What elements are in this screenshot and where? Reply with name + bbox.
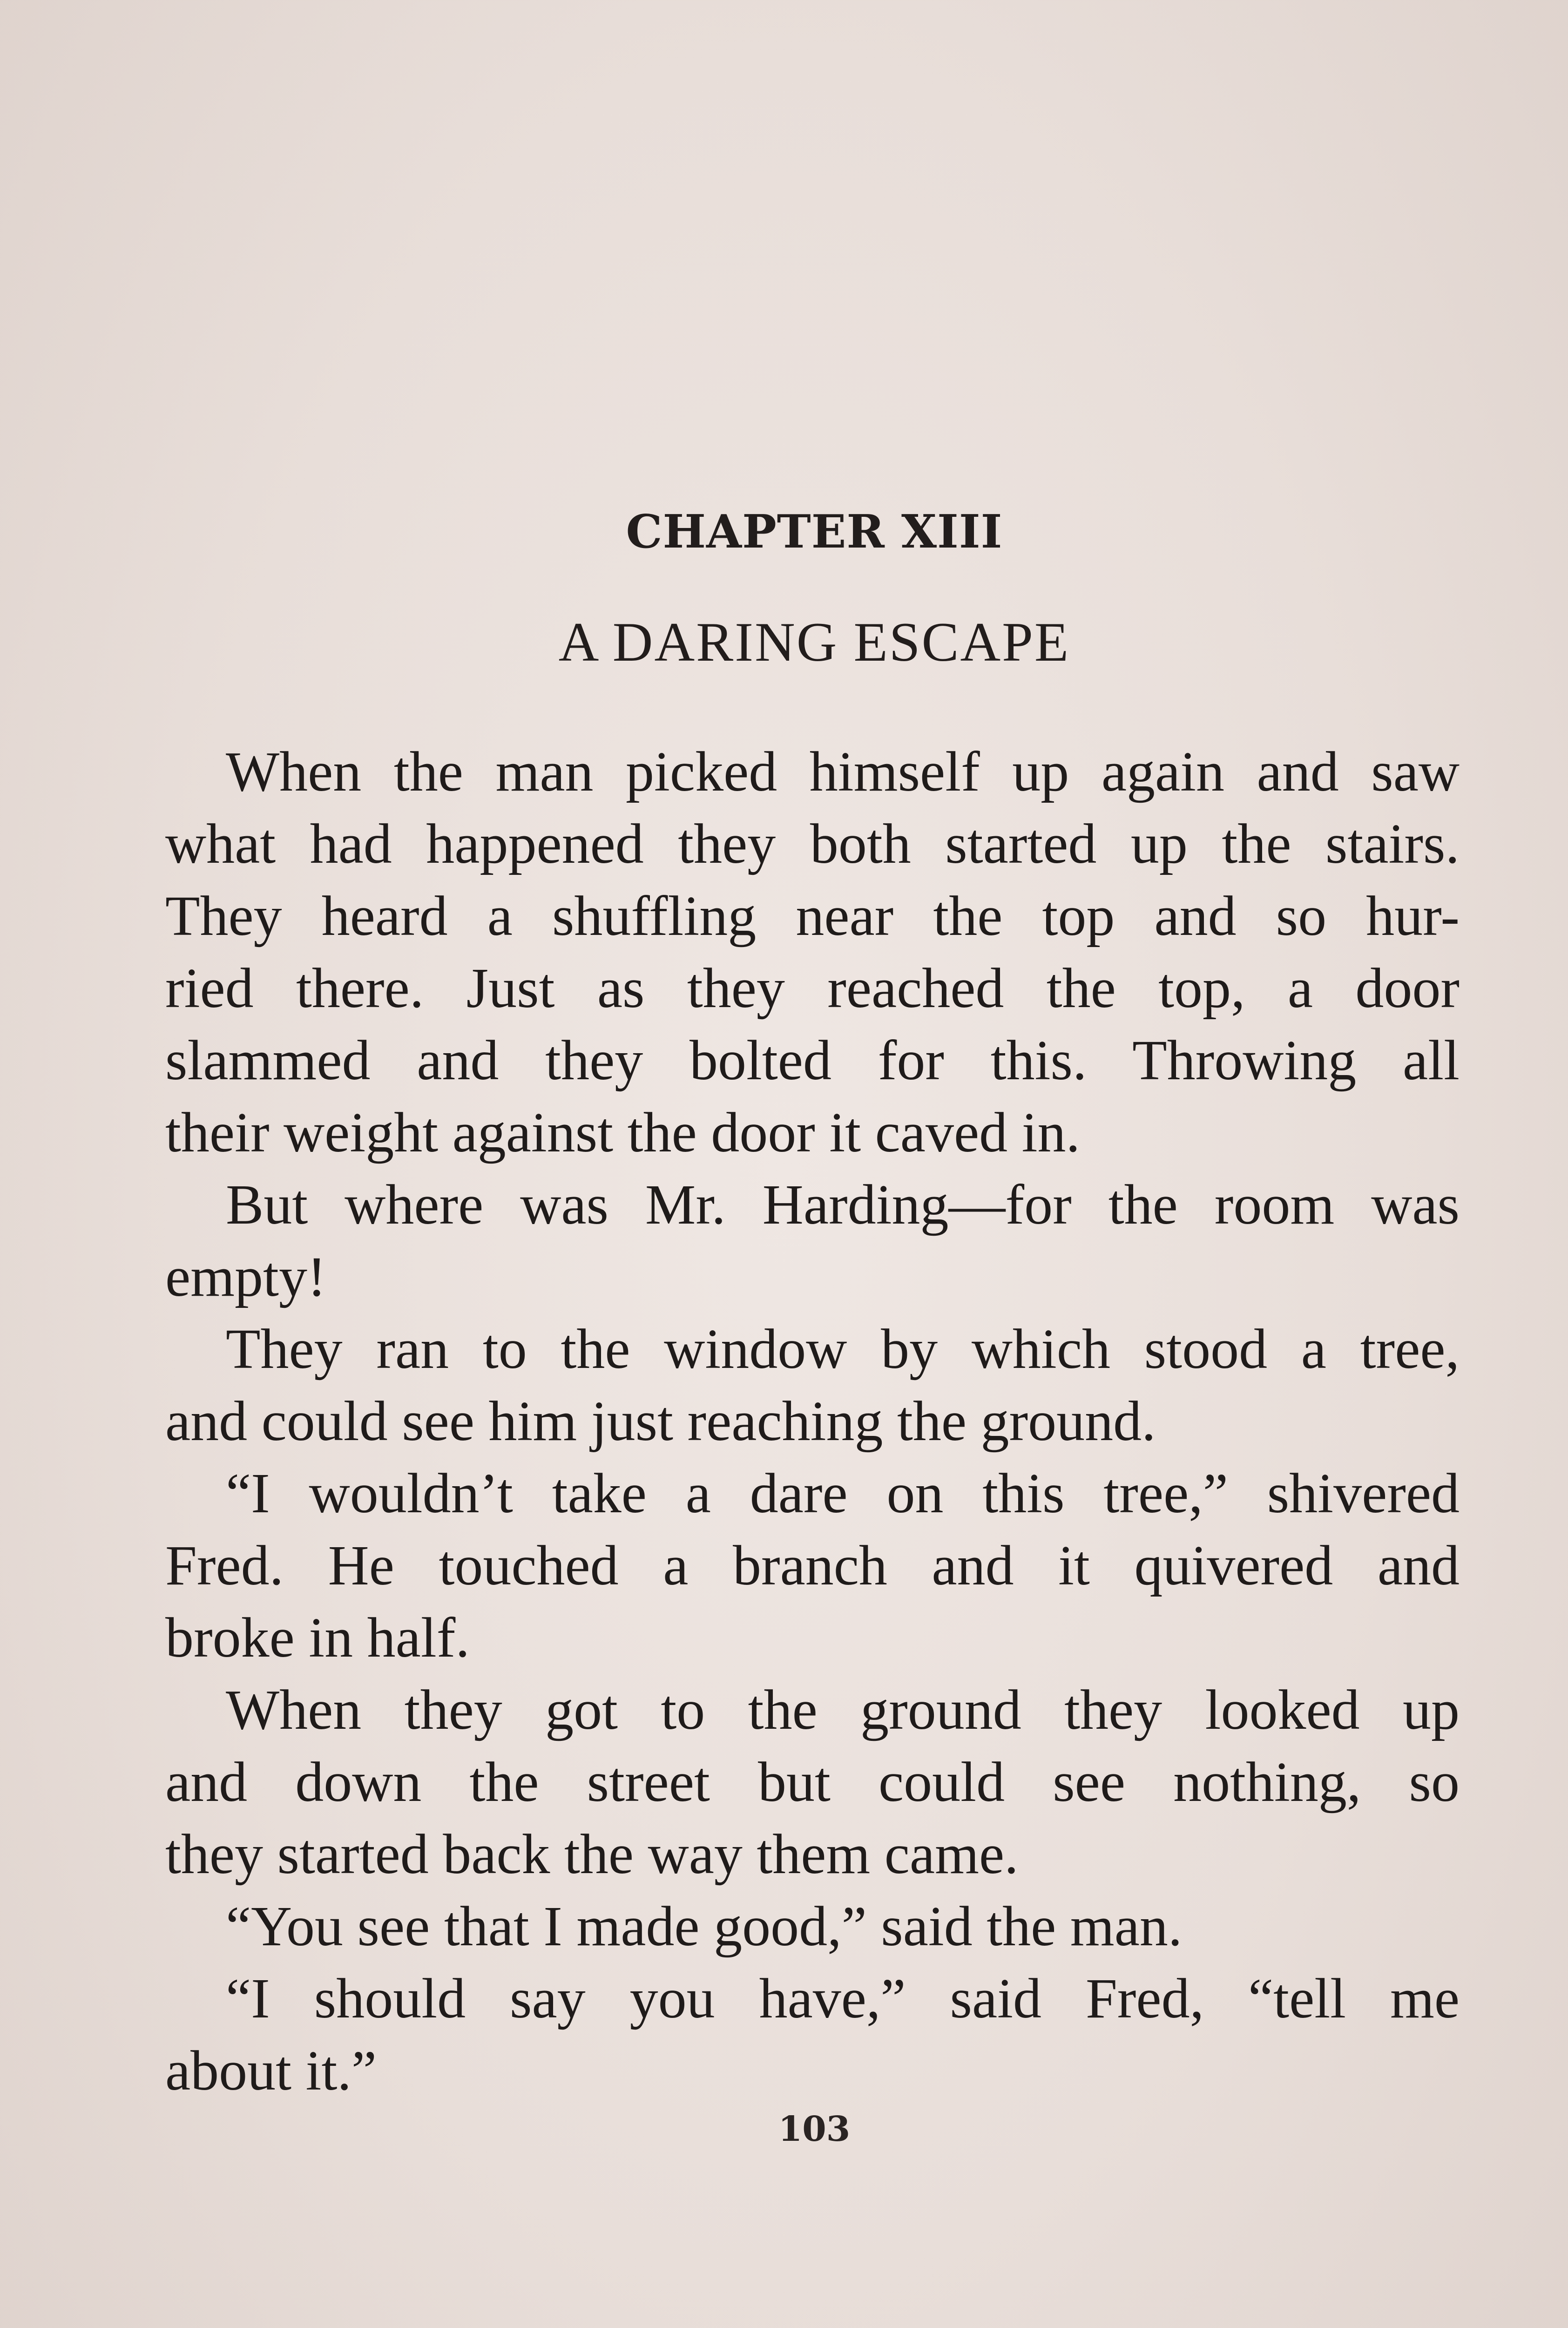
text-line: “I wouldn’t take a dare on this tree,” shivered bbox=[226, 1462, 1460, 1525]
text-line: “I should say you have,” said Fred, “tell me bbox=[226, 1967, 1460, 2030]
text-line: When the man picked himself up again and saw bbox=[226, 740, 1460, 803]
chapter-number: CHAPTER XIII bbox=[626, 505, 1003, 559]
text-line: what had happened they both started up the stairs. bbox=[165, 812, 1460, 875]
text-line: and could see him just reaching the ground. bbox=[165, 1390, 1156, 1453]
text-line: empty! bbox=[165, 1245, 326, 1308]
text-line: They ran to the window by which stood a tree, bbox=[226, 1318, 1460, 1381]
text-line: “You see that I made good,” said the man. bbox=[226, 1895, 1183, 1958]
text-line: But where was Mr. Harding—for the room was bbox=[226, 1173, 1460, 1236]
text-line: and down the street but could see nothing, so bbox=[165, 1751, 1460, 1814]
text-line: broke in half. bbox=[165, 1606, 470, 1669]
chapter-title: A DARING ESCAPE bbox=[558, 611, 1070, 673]
text-line: They heard a shuffling near the top and so hur- bbox=[165, 885, 1460, 947]
text-line: their weight against the door it caved in. bbox=[165, 1101, 1080, 1164]
text-line: Fred. He touched a branch and it quivered and bbox=[165, 1534, 1460, 1597]
text-line: they started back the way them came. bbox=[165, 1823, 1019, 1886]
text-line: slammed and they bolted for this. Throwing all bbox=[165, 1029, 1460, 1092]
text-line: ried there. Just as they reached the top, a door bbox=[165, 957, 1460, 1020]
chapter-body-text bbox=[165, 736, 1460, 2107]
text-line: about it.” bbox=[165, 2039, 377, 2102]
page-number: 103 bbox=[778, 2109, 851, 2149]
text-line: When they got to the ground they looked up bbox=[226, 1678, 1460, 1741]
